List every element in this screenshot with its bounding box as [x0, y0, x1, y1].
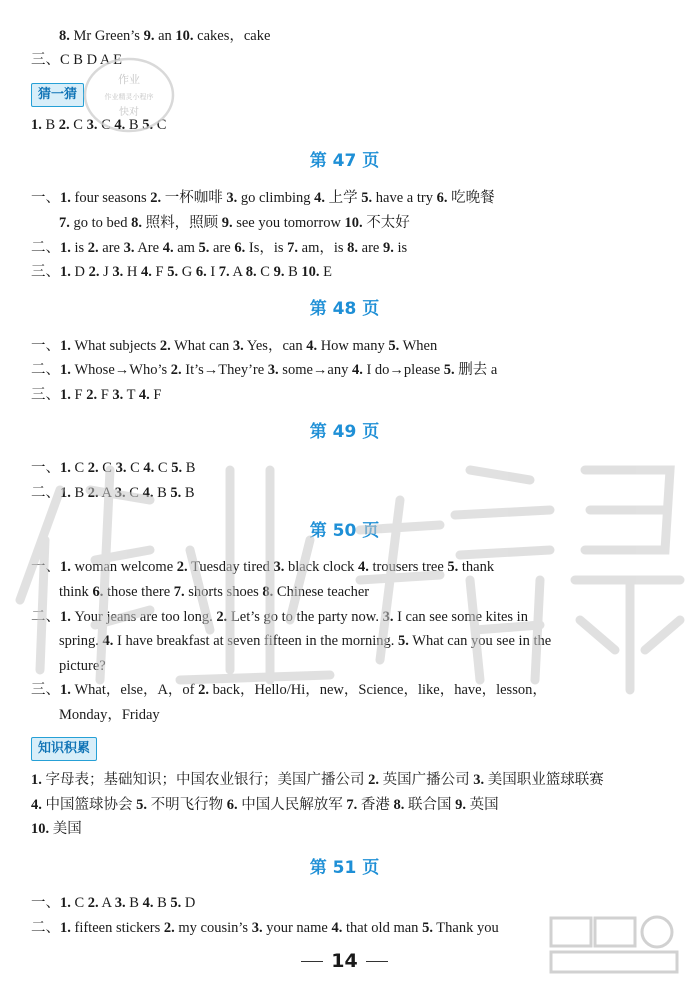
item-number: 2.: [87, 895, 99, 911]
item-number: 2.: [88, 264, 100, 280]
svg-text:快对: 快对: [119, 107, 139, 118]
item-number: 2.: [150, 190, 162, 206]
item-number: 7.: [218, 264, 230, 280]
answer-text: an: [154, 28, 176, 44]
answer-text: A: [98, 895, 115, 911]
answer-text: my cousin’s: [174, 920, 252, 936]
answer-text: 三、: [31, 264, 60, 280]
answer-text: C: [97, 117, 115, 133]
item-number: 3.: [114, 895, 126, 911]
item-number: 6.: [234, 240, 246, 256]
item-number: 1.: [60, 895, 71, 911]
answer-line: [0, 27, 689, 45]
item-number: 3.: [114, 485, 126, 501]
answer-text: some→any: [278, 362, 352, 378]
answer-line: [0, 239, 689, 257]
item-number: 4.: [162, 240, 174, 256]
item-number: 5.: [198, 240, 210, 256]
item-number: 5.: [171, 460, 183, 476]
answer-text: those there: [103, 584, 174, 600]
item-number: 5.: [398, 633, 409, 649]
answer-text: 一、: [31, 559, 60, 575]
item-number: 1.: [60, 485, 71, 501]
item-number: 1.: [60, 460, 71, 476]
item-number: 5.: [422, 920, 433, 936]
item-number: 3.: [123, 240, 135, 256]
item-number: 2.: [86, 387, 98, 403]
answer-line: [0, 386, 689, 404]
item-number: 4.: [143, 460, 155, 476]
answer-text: 一杯咖啡: [161, 190, 227, 206]
answer-text: picture?: [59, 658, 106, 674]
item-number: 8.: [347, 240, 359, 256]
answer-text: D: [181, 895, 196, 911]
answer-text: C: [98, 460, 116, 476]
item-number: 1.: [60, 387, 71, 403]
answer-text: C: [154, 460, 172, 476]
item-number: 4.: [141, 264, 152, 280]
item-number: 3.: [473, 772, 485, 788]
answer-line: [0, 706, 689, 724]
answer-text: 一、: [31, 460, 60, 476]
answer-text: Thank you: [432, 920, 499, 936]
answer-text: It’s→They’re: [181, 362, 268, 378]
answer-text: F: [149, 387, 162, 403]
answer-text: woman welcome: [70, 559, 177, 575]
item-number: 1.: [60, 264, 71, 280]
answer-text: I: [206, 264, 219, 280]
item-number: 4.: [102, 633, 114, 649]
answer-text: F: [70, 387, 87, 403]
page-number: 14: [0, 950, 689, 972]
item-number: 1.: [60, 190, 71, 206]
answer-line: [0, 214, 689, 232]
item-number: 1.: [60, 920, 71, 936]
answer-text: is: [393, 240, 408, 256]
item-number: 1.: [60, 682, 71, 698]
page-heading-p50: 第 50 页: [309, 521, 380, 541]
answer-text: C: [70, 460, 88, 476]
answer-text: B: [182, 460, 196, 476]
answer-text: 照料，照顾: [141, 215, 222, 231]
answer-text: C: [256, 264, 274, 280]
item-number: 4.: [331, 920, 343, 936]
item-number: 8.: [245, 264, 257, 280]
answer-text: Mr Green’s: [69, 28, 144, 44]
answer-text: shorts shoes: [184, 584, 263, 600]
answer-text: Let’s go to the party now.: [227, 609, 383, 625]
item-number: 7.: [59, 215, 70, 231]
item-number: 3.: [273, 559, 285, 575]
item-number: 2.: [87, 485, 99, 501]
answer-text: is: [70, 240, 88, 256]
item-number: 9.: [273, 264, 285, 280]
answer-line: [0, 558, 689, 576]
answer-text: Are: [134, 240, 163, 256]
answer-text: 一、: [31, 338, 60, 354]
page-heading-p49: 第 49 页: [309, 422, 380, 442]
answer-text: G: [178, 264, 196, 280]
answer-text: are: [209, 240, 235, 256]
item-number: 1.: [60, 240, 71, 256]
answer-text: 一、: [31, 190, 60, 206]
item-number: 2.: [87, 460, 99, 476]
page-heading-p48: 第 48 页: [309, 299, 380, 319]
answer-text: 吃晚餐: [447, 190, 495, 206]
answer-text: What can you see in the: [408, 633, 552, 649]
answer-text: D: [70, 264, 89, 280]
answer-line: [0, 263, 689, 281]
answer-text: B: [284, 264, 302, 280]
answer-text: A: [98, 485, 115, 501]
item-number: 4.: [306, 338, 318, 354]
answer-text: C: [126, 460, 144, 476]
answer-text: Your jeans are too long.: [70, 609, 217, 625]
answer-line: [0, 919, 689, 937]
answer-text: B: [153, 895, 171, 911]
answer-text: 不明飞行物: [147, 797, 227, 813]
answer-line: [0, 820, 689, 838]
item-number: 2.: [198, 682, 209, 698]
answer-text: C: [69, 117, 87, 133]
item-number: 10.: [31, 821, 50, 837]
item-number: 2.: [87, 240, 99, 256]
section-tag-guess: 猜一猜: [31, 83, 84, 107]
answer-text: 二、: [31, 920, 60, 936]
item-number: 7.: [346, 797, 358, 813]
item-number: 10.: [301, 264, 320, 280]
answer-text: C: [153, 117, 167, 133]
answer-text: 三、C B D A E: [31, 52, 123, 68]
item-number: 4.: [138, 387, 150, 403]
answer-text: A: [229, 264, 246, 280]
item-number: 2.: [170, 362, 182, 378]
answer-text: B: [181, 485, 195, 501]
item-number: 3.: [112, 387, 124, 403]
item-number: 3.: [226, 190, 238, 206]
answer-line: [0, 681, 689, 699]
item-number: 3.: [86, 117, 98, 133]
item-number: 5.: [170, 485, 182, 501]
section-tag-knowledge: 知识积累: [31, 737, 97, 761]
answer-text: that old man: [342, 920, 423, 936]
item-number: 2.: [368, 772, 379, 788]
item-number: 4.: [142, 485, 154, 501]
item-number: 5.: [361, 190, 373, 206]
item-number: 2.: [216, 609, 228, 625]
answer-text: B: [70, 485, 88, 501]
answer-line: [0, 189, 689, 207]
answer-text: What can: [170, 338, 233, 354]
item-number: 6.: [226, 797, 238, 813]
item-number: 9.: [221, 215, 233, 231]
item-number: 6.: [195, 264, 207, 280]
answer-text: When: [399, 338, 438, 354]
answer-text: go to bed: [69, 215, 132, 231]
answer-text: 英国广播公司: [379, 772, 474, 788]
page-number-right-rule: [366, 961, 388, 962]
answer-text: 一、: [31, 895, 60, 911]
answer-text: J: [99, 264, 113, 280]
item-number: 8.: [59, 28, 70, 44]
answer-text: T: [123, 387, 139, 403]
answer-text: 香港: [357, 797, 394, 813]
answer-text: I do→please: [362, 362, 444, 378]
answer-text: are: [98, 240, 124, 256]
answer-line: [0, 361, 689, 379]
item-number: 4.: [114, 117, 126, 133]
item-number: 2.: [58, 117, 70, 133]
answer-text: think: [59, 584, 93, 600]
item-number: 2.: [163, 920, 175, 936]
answer-text: four seasons: [70, 190, 151, 206]
answer-text: go climbing: [237, 190, 315, 206]
answer-text: What subjects: [70, 338, 160, 354]
svg-text:作业精灵小程序: 作业精灵小程序: [104, 93, 154, 101]
answer-text: Is，is: [245, 240, 288, 256]
answer-line: [0, 337, 689, 355]
answer-line: [0, 894, 689, 912]
answer-line: [0, 608, 689, 626]
item-number: 4.: [31, 797, 42, 813]
answer-line: [0, 657, 689, 675]
answer-text: back，Hello/Hi，new，Science，like，have，lesson，: [209, 682, 547, 698]
item-number: 8.: [262, 584, 274, 600]
item-number: 5.: [170, 895, 182, 911]
answer-text: 三、: [31, 682, 60, 698]
item-number: 5.: [447, 559, 459, 575]
answer-text: black clock: [284, 559, 359, 575]
item-number: 5.: [167, 264, 179, 280]
answer-text: B: [153, 485, 171, 501]
item-number: 9.: [455, 797, 466, 813]
answer-text: am，is: [298, 240, 348, 256]
item-number: 4.: [351, 362, 363, 378]
answer-line: [0, 484, 689, 502]
item-number: 6.: [436, 190, 448, 206]
item-number: 10.: [344, 215, 363, 231]
answer-text: 删去 a: [454, 362, 498, 378]
answer-line: [0, 796, 689, 814]
answer-text: see you tomorrow: [232, 215, 345, 231]
item-number: 3.: [115, 460, 127, 476]
answer-text: What，else，A，of: [70, 682, 199, 698]
answer-text: am: [173, 240, 199, 256]
answer-text: thank: [458, 559, 495, 575]
answer-text: have a try: [372, 190, 437, 206]
item-number: 9.: [143, 28, 155, 44]
answer-line: [0, 51, 689, 69]
item-number: 5.: [142, 117, 154, 133]
answer-line: [0, 116, 689, 134]
answer-text: fifteen stickers: [70, 920, 164, 936]
item-number: 8.: [393, 797, 405, 813]
item-number: 10.: [175, 28, 194, 44]
answer-text: Chinese teacher: [273, 584, 370, 600]
item-number: 3.: [112, 264, 124, 280]
answer-text: 三、: [31, 387, 60, 403]
item-number: 5.: [443, 362, 455, 378]
answer-text: F: [97, 387, 113, 403]
item-number: 1.: [60, 362, 71, 378]
answer-text: are: [358, 240, 383, 256]
item-number: 3.: [232, 338, 244, 354]
item-number: 4.: [142, 895, 154, 911]
answer-text: 上学: [325, 190, 362, 206]
answer-text: F: [151, 264, 168, 280]
item-number: 4.: [314, 190, 326, 206]
answer-text: B: [125, 117, 143, 133]
answer-text: 二、: [31, 362, 60, 378]
item-number: 5.: [136, 797, 147, 813]
item-number: 7.: [173, 584, 185, 600]
answer-text: 中国人民解放军: [237, 797, 347, 813]
item-number: 3.: [382, 609, 394, 625]
page-number-left-rule: [301, 961, 323, 962]
answer-text: H: [123, 264, 141, 280]
svg-text:作业: 作业: [118, 73, 140, 86]
answer-text: 英国: [466, 797, 499, 813]
answer-text: 美国: [49, 821, 82, 837]
answer-text: cakes，cake: [193, 28, 271, 44]
answer-text: Monday，Friday: [59, 707, 160, 723]
item-number: 3.: [267, 362, 279, 378]
answer-text: Whose→Who’s: [70, 362, 171, 378]
answer-text: your name: [262, 920, 332, 936]
answer-text: 字母表；基础知识；中国农业银行；美国广播公司: [41, 772, 369, 788]
answer-text: I have breakfast at seven fifteen in the morning.: [113, 633, 399, 649]
item-number: 1.: [60, 338, 71, 354]
answer-text: Yes，can: [243, 338, 307, 354]
answer-line: [0, 459, 689, 477]
answer-text: E: [319, 264, 332, 280]
answer-line: [0, 771, 689, 789]
answer-text: C: [70, 895, 88, 911]
item-number: 7.: [287, 240, 299, 256]
page-heading-p51: 第 51 页: [309, 858, 380, 878]
answer-text: spring.: [59, 633, 103, 649]
item-number: 2.: [159, 338, 171, 354]
answer-text: 联合国: [404, 797, 456, 813]
answer-text: B: [41, 117, 59, 133]
page-heading-p47: 第 47 页: [309, 151, 380, 171]
answer-text: 不太好: [362, 215, 410, 231]
answer-text: 二、: [31, 240, 60, 256]
answer-text: Tuesday tired: [187, 559, 274, 575]
item-number: 4.: [358, 559, 369, 575]
item-number: 1.: [60, 559, 71, 575]
item-number: 6.: [92, 584, 104, 600]
item-number: 5.: [388, 338, 400, 354]
item-number: 9.: [382, 240, 394, 256]
answer-text: How many: [317, 338, 389, 354]
answer-text: I can see some kites in: [393, 609, 528, 625]
answer-text: trousers tree: [368, 559, 448, 575]
answer-text: 美国职业篮球联赛: [484, 772, 604, 788]
item-number: 1.: [31, 117, 42, 133]
answer-text: 二、: [31, 485, 60, 501]
item-number: 2.: [176, 559, 188, 575]
answer-line: [0, 583, 689, 601]
item-number: 8.: [131, 215, 142, 231]
answer-text: 中国篮球协会: [41, 797, 137, 813]
item-number: 1.: [31, 772, 42, 788]
answer-text: B: [125, 895, 143, 911]
item-number: 3.: [251, 920, 263, 936]
item-number: 1.: [60, 609, 71, 625]
answer-text: C: [125, 485, 143, 501]
answer-line: [0, 632, 689, 650]
answer-text: 二、: [31, 609, 60, 625]
